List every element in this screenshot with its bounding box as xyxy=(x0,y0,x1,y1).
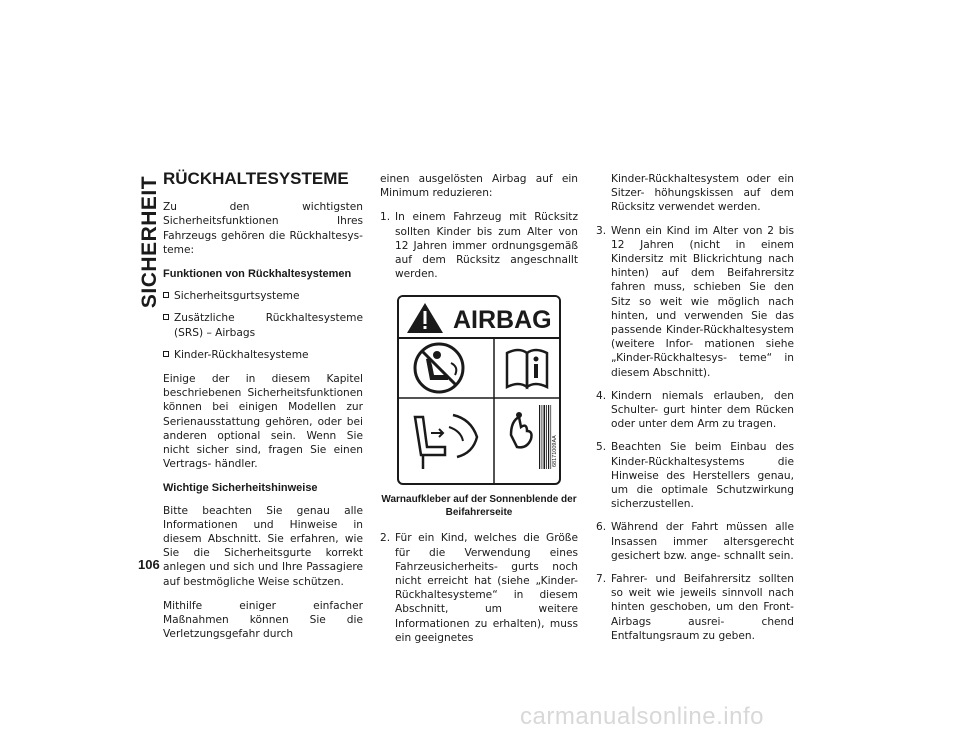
list-number: 4. xyxy=(596,389,607,402)
body-paragraph: Bitte beachten Sie genau alle Informationen und Hinweise in diesem Abschnitt. Sie erfahren, wie Sie die Sicherheitsgurte korrekt anlegen und sich und Ihre Passagiere auf bestmögliche Weise schützen. xyxy=(163,504,363,588)
chapter-side-title: SICHERHEIT xyxy=(138,175,161,309)
page-number: 106 xyxy=(138,557,160,572)
list-item xyxy=(380,531,578,645)
column-1 xyxy=(163,169,363,651)
list-number: 5. xyxy=(596,441,607,454)
list-item-text: Wenn ein Kind im Alter von 2 bis 12 Jahren (nicht in einem Kindersitz mit Blickrichtung nach hinten) auf dem Beifahrersitz fahren muss, schieben Sie den Sitz so weit wie möglich nach hinten, und verwenden Sie das passende Kinder-Rückhaltesystem (weitere Infor- mationen siehe „Kinder-Rückhaltesys- teme“ in diesem Abschnitt). xyxy=(611,224,794,379)
numbered-list xyxy=(380,531,578,645)
body-paragraph: Einige der in diesem Kapitel beschriebenen Sicherheitsfunktionen können bei einigen Modellen zur Serienausstattung gehören, oder bei anderen optional sein. Wenn Sie nicht sicher sind, fragen Sie einen Vertrags- händler. xyxy=(163,373,363,471)
barcode-graphic xyxy=(539,405,558,469)
intro-paragraph: Zu den wichtigsten Sicherheitsfunktionen Ihres Fahrzeugs gehören die Rückhaltesys- teme: xyxy=(163,201,363,256)
list-item-text: Für ein Kind, welches die Größe für die Verwendung eines Fahrzeusicherheits- gurts noch nicht erreicht hat (siehe „Kinder-Rückhaltesysteme“ in diesem Abschnitt, um weitere Informationen zu erhalten), muss ein geeignetes xyxy=(395,532,578,644)
no-rear-facing-child-seat-icon xyxy=(415,344,463,392)
bullet-list xyxy=(163,289,363,362)
bullet-item: Sicherheitsgurtsysteme xyxy=(163,289,363,303)
bullet-item: Zusätzliche Rückhaltesysteme (SRS) – Airbags xyxy=(163,311,363,339)
list-item xyxy=(380,210,578,281)
body-paragraph: Mithilfe einiger einfacher Maßnahmen können Sie die Verletzungsgefahr durch xyxy=(163,599,363,641)
list-number: 6. xyxy=(596,521,607,534)
list-item-text: Kinder bis zum Alter von 12 Jahren immer ordnungsgemäß auf dem Rücksitz angeschnallt werden. xyxy=(395,225,578,281)
figure-caption: Warnaufkleber auf der Sonnenblende der Beifahrerseite xyxy=(381,494,577,519)
column-2 xyxy=(380,172,578,655)
section-title-functions: Funktionen von Rückhaltesystemen xyxy=(163,268,352,281)
list-number: 2. xyxy=(380,532,391,545)
watermark: carmanualsonline.info xyxy=(520,703,764,730)
body-paragraph: einen ausgelösten Airbag auf ein Minimum reduzieren: xyxy=(380,173,578,200)
airbag-label-text: AIRBAG xyxy=(453,306,552,335)
section-title-safety: Wichtige Sicherheitshinweise xyxy=(163,482,318,495)
list-item xyxy=(596,224,794,380)
numbered-list xyxy=(380,210,578,281)
list-item-text: In einem Fahrzeug mit Rücksitz sollten xyxy=(395,211,578,238)
airbag-deploy-seat-icon xyxy=(415,415,477,469)
list-item-continuation: Kinder-Rückhaltesystem oder ein Sitzer- höhungskissen auf dem Rücksitz verwendet werden. xyxy=(611,173,794,214)
column-3 xyxy=(596,172,794,653)
page-title: RÜCKHALTESYSTEME xyxy=(163,169,349,188)
list-item xyxy=(596,572,794,643)
list-number: 7. xyxy=(596,573,607,586)
list-item-text: Kindern niemals erlauben, den Schulter- gurt hinter dem Rücken oder unter dem Arm zu tragen. xyxy=(611,389,794,431)
list-item-text: Fahrer- und Beifahrersitz sollten so weit wie jeweils sinnvoll nach hinten geschoben, um den Front-Airbags ausrei- chend Entfaltungsraum zu geben. xyxy=(611,573,794,642)
list-number: 3. xyxy=(596,224,607,237)
list-item-text: Beachten Sie beim Einbau des Kinder-Rückhaltesystems die Hinweise des Herstellers genau, um die optimale Schutzwirkung sicherzustellen. xyxy=(611,441,794,511)
read-manual-icon xyxy=(507,350,547,387)
airbag-warning-label xyxy=(397,295,561,485)
list-item xyxy=(596,389,794,432)
list-item xyxy=(596,440,794,511)
child-age-icon xyxy=(511,412,532,447)
list-number: 1. xyxy=(380,211,391,224)
airbag-warning-label-graphic xyxy=(399,297,559,483)
list-item xyxy=(596,520,794,563)
label-code-text: 68171009AA xyxy=(552,435,558,468)
numbered-list xyxy=(596,224,794,643)
bullet-item: Kinder-Rückhaltesysteme xyxy=(163,348,363,362)
list-item-text: Während der Fahrt müssen alle Insassen immer altersgerecht gesichert bzw. ange- schnallt sein. xyxy=(611,521,794,562)
